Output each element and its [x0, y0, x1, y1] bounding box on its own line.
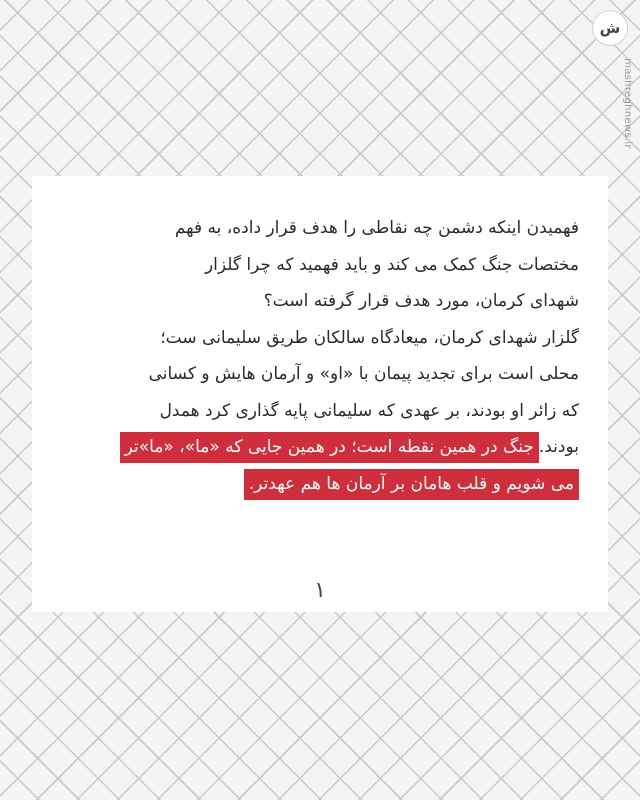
watermark [616, 58, 638, 148]
watermark-text: mashreghnews.ir [621, 57, 633, 149]
article-text [59, 210, 579, 502]
text-line: محلی است برای تجدید پیمان با «او» و آرمان هایش و کسانی [148, 364, 579, 384]
text-card [32, 176, 608, 612]
text-line: مختصات جنگ کمک می کند و باید فهمید که چرا گلزار [204, 254, 579, 275]
highlighted-text: جنگ در همین نقطه است؛ در همین جایی که «ما»، «ما»تر [120, 432, 539, 463]
site-logo [592, 10, 628, 46]
text-line-highlighted [59, 466, 579, 503]
site-logo-mark: ش [599, 19, 621, 37]
text-line: که زائر او بودند، بر عهدی که سلیمانی پایه گذاری کرد همدل [159, 400, 579, 421]
text-line: شهدای کرمان، مورد هدف قرار گرفته است؟ [263, 291, 579, 311]
text-line: گلزار شهدای کرمان، میعادگاه سالکان طریق سلیمانی ست؛ [160, 327, 579, 348]
page-number: ۱ [314, 578, 326, 603]
highlighted-text: می شویم و قلب هامان بر آرمان ها هم عهدتر. [244, 469, 579, 500]
text-line-mixed [59, 429, 579, 466]
text-line: فهمیدن اینکه دشمن چه نقاطی را هدف قرار داده، به فهم [174, 218, 579, 238]
text-segment: بودند. [538, 437, 579, 457]
